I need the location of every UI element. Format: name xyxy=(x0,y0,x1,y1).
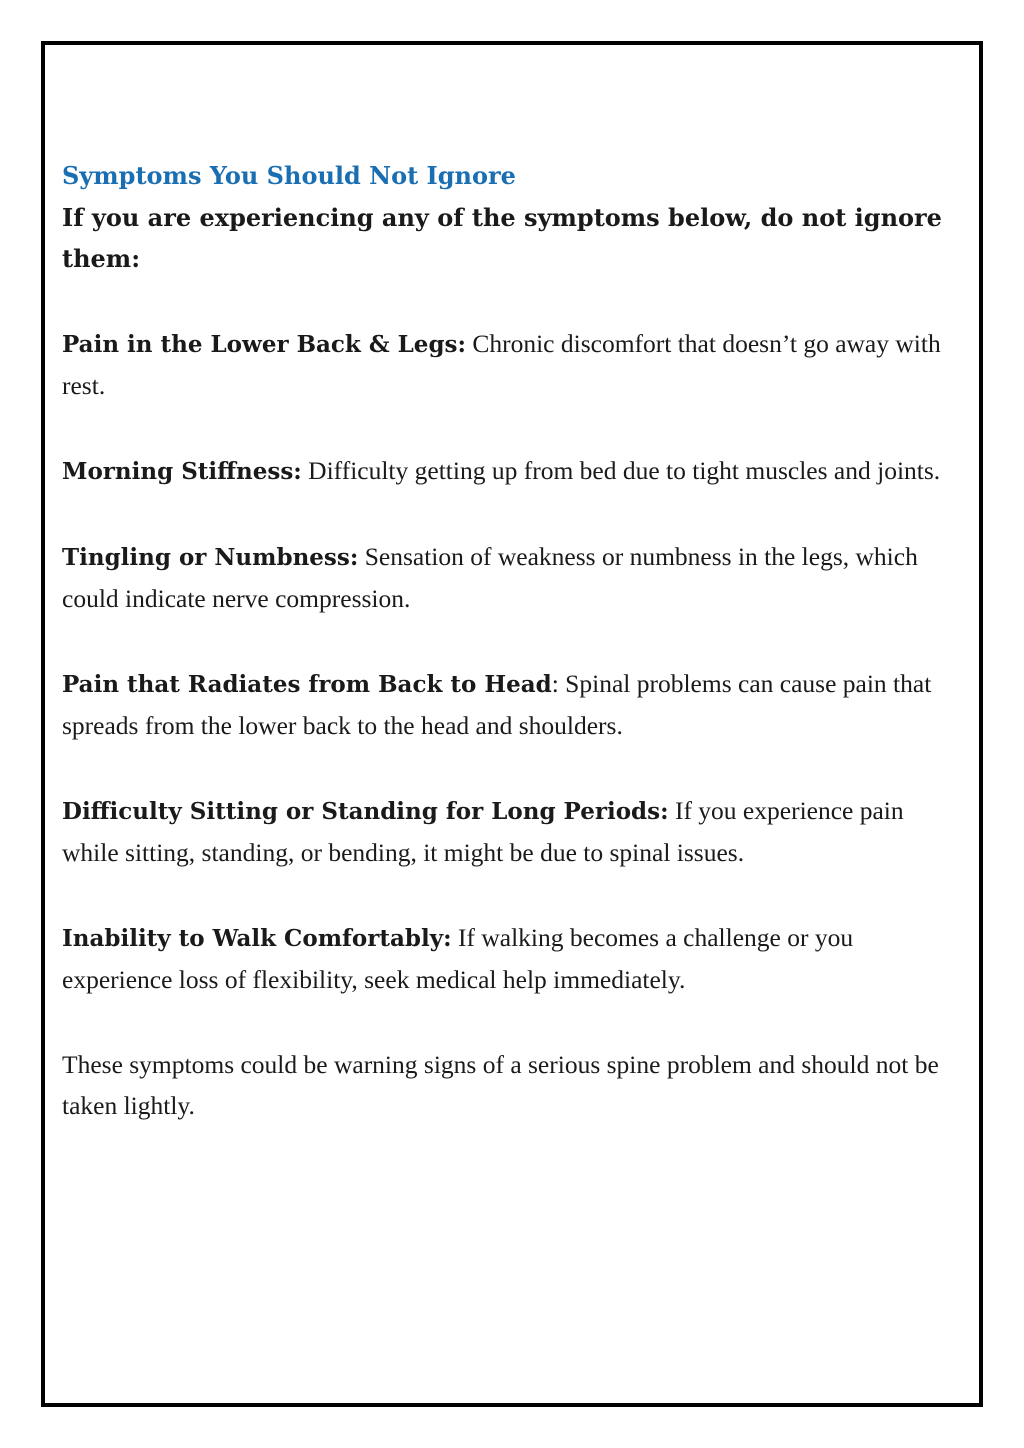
symptom-term: Pain in the Lower Back & Legs: xyxy=(62,331,466,358)
symptom-term: Pain that Radiates from Back to Head xyxy=(62,671,552,698)
page-frame xyxy=(41,41,983,1407)
symptom-paragraph xyxy=(62,663,962,746)
symptom-paragraph xyxy=(62,917,962,1000)
section-heading: Symptoms You Should Not Ignore xyxy=(62,161,516,190)
document-content xyxy=(62,159,962,1126)
symptom-paragraph xyxy=(62,536,962,619)
closing-text: These symptoms could be warning signs of a serious spine problem and should not be taken lightly. xyxy=(62,1050,939,1120)
symptom-term: Tingling or Numbness: xyxy=(62,544,359,571)
symptom-description: Sensation of weakness or numbness in the legs, which could indicate nerve compression. xyxy=(62,542,918,613)
symptom-paragraph xyxy=(62,450,962,492)
symptom-description: Difficulty getting up from bed due to tight muscles and joints. xyxy=(301,456,941,485)
symptom-term: Difficulty Sitting or Standing for Long Periods: xyxy=(62,798,669,825)
intro-text: If you are experiencing any of the symptoms below, do not ignore them: xyxy=(62,203,942,273)
symptom-description: Chronic discomfort that doesn’t go away with rest. xyxy=(62,329,941,400)
symptom-description: : Spinal problems can cause pain that spreads from the lower back to the head and shoulders. xyxy=(62,669,932,740)
symptom-term: Inability to Walk Comfortably: xyxy=(62,925,452,952)
symptom-description: If walking becomes a challenge or you experience loss of flexibility, seek medical help immediately. xyxy=(62,923,854,994)
symptom-paragraph xyxy=(62,323,962,406)
symptom-term: Morning Stiffness: xyxy=(62,458,302,485)
symptom-paragraph xyxy=(62,790,962,873)
symptom-description: If you experience pain while sitting, standing, or bending, it might be due to spinal issues. xyxy=(62,796,904,867)
